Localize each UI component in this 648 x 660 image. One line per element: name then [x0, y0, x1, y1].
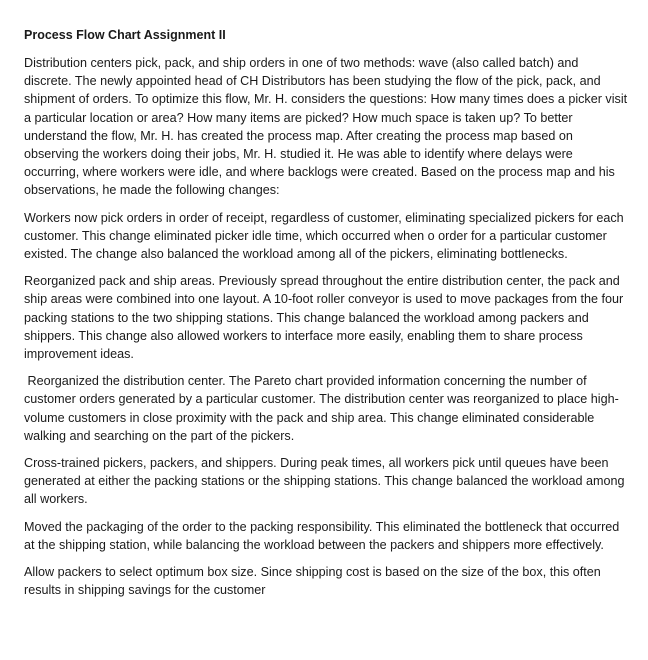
paragraph-cross-trained: Cross-trained pickers, packers, and shippers. During peak times, all workers pick until queues have been generated at either the packing stations or the shipping stations. This change balanced the workload among all workers.: [24, 456, 625, 507]
paragraph-packaging-moved: Moved the packaging of the order to the packing responsibility. This eliminated the bottleneck that occurred at the shipping station, while balancing the workload between the packers and shippers more effectively.: [24, 519, 620, 552]
paragraph-box-size: Allow packers to select optimum box size. Since shipping cost is based on the size of the box, this often results in shipping savings for the customer: [24, 565, 601, 598]
paragraph-order-picking: Workers now pick orders in order of receipt, regardless of customer, eliminating specialized pickers for each customer. This change eliminated picker idle time, which occurred when o order for a particular customer existed. The change also balanced the workload among all of the pickers, eliminating bottlenecks.: [24, 210, 624, 262]
document-title: Process Flow Chart Assignment II: [24, 28, 226, 42]
paragraph-pack-ship-areas: Reorganized pack and ship areas. Previously spread throughout the entire distribution center, the pack and ship areas were combined into one layout. A 10-foot roller conveyor is used to move packages from the four packing stations to the two shipping stations. This change balanced the workload among packers and shippers. This change also allowed workers to interface more easily, enabling them to share process improvement ideas.: [24, 274, 624, 362]
paragraph-reorganized-center: Reorganized the distribution center. The Pareto chart provided information concerning the number of customer orders generated by a particular customer. The distribution center was reorganized to place high-volume customers in close proximity with the pack and ship area. This change eliminated considerable walking and searching on the part of the pickers.: [24, 374, 619, 443]
paragraph-intro: Distribution centers pick, pack, and ship orders in one of two methods: wave (also called batch) and discrete. The newly appointed head of CH Distributors has been studying the flow of the pick, pack, and shipment of orders. To optimize this flow, Mr. H. considers the questions: How many times does a picker visit a particular location or area? How many items are picked? How much space is taken up? To better understand the flow, Mr. H. has created the process map. After creating the process map based on observing the workers doing their jobs, Mr. H. studied it. He was able to identify where delays were occurring, where workers were idle, and where backlogs were created. Based on the process map and his observations, he made the following changes:: [24, 56, 628, 198]
